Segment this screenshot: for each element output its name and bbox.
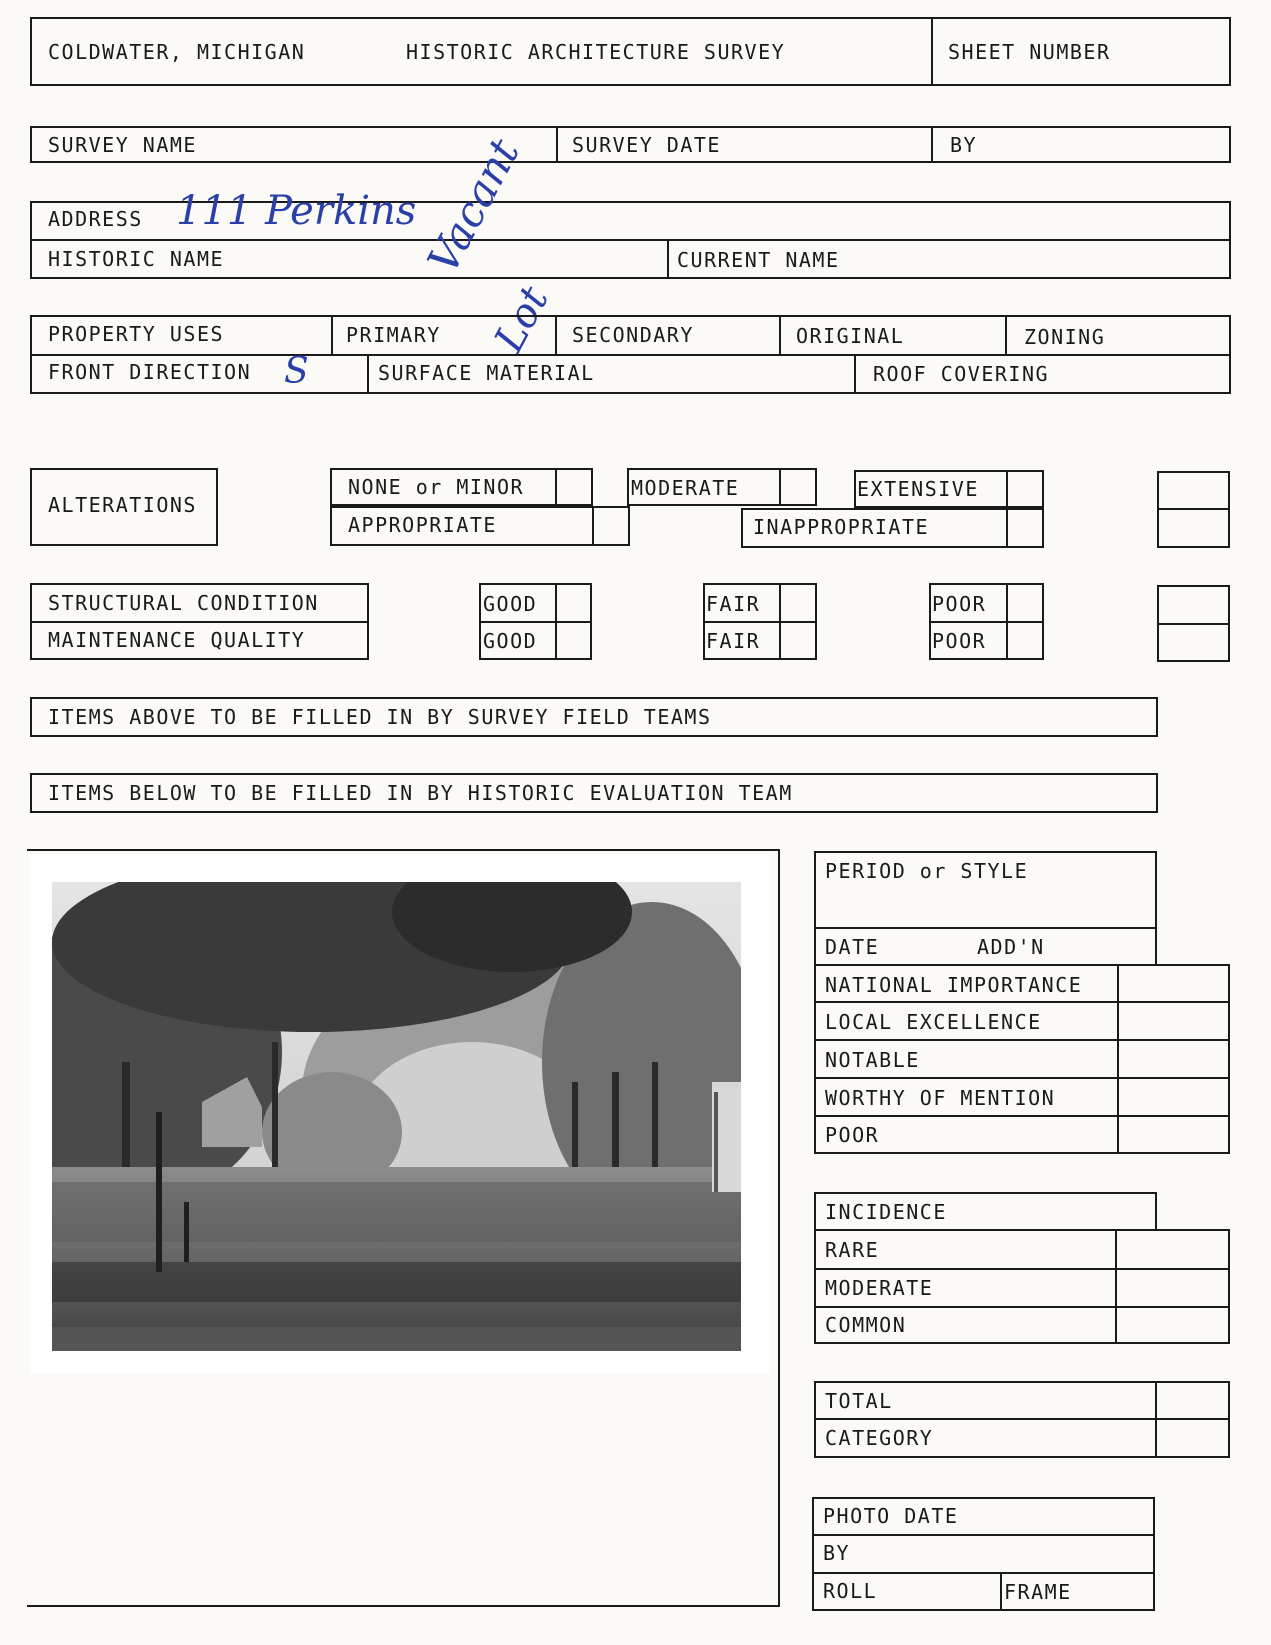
common-score[interactable] (1118, 1308, 1228, 1342)
rare-score[interactable] (1118, 1231, 1228, 1267)
original-divider (779, 315, 781, 354)
photo-area-top (27, 849, 780, 851)
photo-by-field[interactable]: BY (823, 1541, 851, 1565)
category-label: CATEGORY (825, 1426, 934, 1450)
photo-area-bottom (27, 1605, 780, 1607)
structural-good-checkbox[interactable] (557, 585, 591, 620)
condition-score-divider (1157, 623, 1230, 625)
frame-field[interactable]: FRAME (1004, 1580, 1072, 1604)
photo-area-right (778, 849, 780, 1607)
maintenance-quality-label: MAINTENANCE QUALITY (48, 628, 306, 652)
front-direction-field[interactable]: FRONT DIRECTION (48, 360, 252, 384)
maintenance-fair-checkbox[interactable] (781, 623, 815, 658)
maintenance-poor-label: POOR (932, 629, 987, 653)
current-name-field[interactable]: CURRENT NAME (677, 248, 840, 272)
worthy-of-mention-label: WORTHY OF MENTION (825, 1086, 1056, 1110)
moderate-alt-checkbox[interactable] (781, 470, 815, 504)
totals-score-divider (1155, 1381, 1157, 1458)
zoning-field[interactable]: ZONING (1024, 325, 1106, 349)
local-excellence-score[interactable] (1120, 1003, 1228, 1038)
importance-score-divider (1117, 964, 1119, 1154)
survey-by-field[interactable]: BY (950, 133, 978, 157)
structural-fair-checkbox[interactable] (781, 585, 815, 620)
poor-rating-label: POOR (825, 1123, 880, 1147)
primary-divider (331, 315, 333, 354)
address-divider (30, 239, 1231, 241)
maintenance-good-checkbox[interactable] (557, 623, 591, 658)
handwritten-note-lot: Lot (486, 279, 558, 360)
notable-label: NOTABLE (825, 1048, 920, 1072)
category-value[interactable] (1158, 1420, 1228, 1456)
secondary-field[interactable]: SECONDARY (572, 323, 694, 347)
original-field[interactable]: ORIGINAL (796, 324, 905, 348)
city-label: COLDWATER, MICHIGAN (48, 40, 306, 64)
moderate-incidence-score[interactable] (1118, 1270, 1228, 1305)
structural-condition-label: STRUCTURAL CONDITION (48, 591, 319, 615)
secondary-divider (555, 315, 557, 354)
structural-poor-label: POOR (932, 592, 987, 616)
evaluation-team-note: ITEMS BELOW TO BE FILLED IN BY HISTORIC EVALUATION TEAM (48, 781, 793, 805)
date-field[interactable]: DATE (825, 935, 880, 959)
none-minor-label: NONE or MINOR (348, 475, 525, 499)
property-divider (30, 354, 1231, 356)
survey-date-field[interactable]: SURVEY DATE (572, 133, 721, 157)
survey-divider-2 (931, 126, 933, 163)
photo-info-divider-2 (812, 1572, 1155, 1574)
handwritten-note-vacant: Vacant (418, 130, 529, 282)
alterations-score-divider (1157, 508, 1230, 510)
photo-info-divider-1 (812, 1534, 1155, 1536)
front-direction-value[interactable]: S (284, 351, 309, 392)
survey-divider-1 (556, 126, 558, 163)
address-value[interactable]: 111 Perkins (176, 188, 417, 234)
local-excellence-label: LOCAL EXCELLENCE (825, 1010, 1042, 1034)
worthy-of-mention-score[interactable] (1120, 1079, 1228, 1114)
historic-name-field[interactable]: HISTORIC NAME (48, 247, 225, 271)
moderate-alt-label: MODERATE (631, 476, 740, 500)
frame-divider (1000, 1572, 1002, 1611)
appropriate-checkbox[interactable] (594, 508, 628, 544)
period-style-field[interactable]: PERIOD or STYLE (825, 859, 1029, 883)
field-teams-note: ITEMS ABOVE TO BE FILLED IN BY SURVEY FIELD TEAMS (48, 705, 712, 729)
site-photo-image (52, 882, 741, 1351)
maintenance-good-label: GOOD (483, 629, 538, 653)
roof-covering-field[interactable]: ROOF COVERING (873, 362, 1050, 386)
total-label: TOTAL (825, 1389, 893, 1413)
extensive-checkbox[interactable] (1008, 472, 1042, 506)
surface-divider (367, 354, 369, 394)
condition-label-divider (30, 621, 369, 623)
maintenance-poor-checkbox[interactable] (1008, 623, 1042, 658)
maintenance-fair-label: FAIR (706, 629, 761, 653)
structural-good-label: GOOD (483, 592, 538, 616)
addn-field[interactable]: ADD'N (977, 935, 1045, 959)
property-uses-label: PROPERTY USES (48, 322, 225, 346)
extensive-label: EXTENSIVE (857, 477, 979, 501)
appropriate-label: APPROPRIATE (348, 513, 497, 537)
inappropriate-label: INAPPROPRIATE (753, 515, 930, 539)
photo-date-field[interactable]: PHOTO DATE (823, 1504, 959, 1528)
structural-fair-label: FAIR (706, 592, 761, 616)
roof-divider (854, 354, 856, 394)
site-photo (52, 882, 741, 1351)
moderate-incidence-label: MODERATE (825, 1276, 934, 1300)
common-label: COMMON (825, 1313, 907, 1337)
incidence-score-divider (1115, 1229, 1117, 1344)
surface-material-field[interactable]: SURFACE MATERIAL (378, 361, 595, 385)
inappropriate-checkbox[interactable] (1008, 510, 1042, 546)
roll-field[interactable]: ROLL (823, 1579, 878, 1603)
none-minor-checkbox[interactable] (557, 470, 591, 504)
primary-field[interactable]: PRIMARY (346, 323, 441, 347)
rare-label: RARE (825, 1238, 880, 1262)
zoning-divider (1005, 315, 1007, 354)
structural-poor-checkbox[interactable] (1008, 585, 1042, 620)
alterations-label: ALTERATIONS (48, 493, 197, 517)
national-importance-score[interactable] (1120, 966, 1228, 1000)
form-title: HISTORIC ARCHITECTURE SURVEY (406, 40, 786, 64)
incidence-label: INCIDENCE (825, 1200, 947, 1224)
notable-score[interactable] (1120, 1041, 1228, 1076)
poor-rating-score[interactable] (1120, 1117, 1228, 1152)
header-divider (931, 17, 933, 86)
national-importance-label: NATIONAL IMPORTANCE (825, 973, 1083, 997)
total-value[interactable] (1158, 1383, 1228, 1417)
survey-name-field[interactable]: SURVEY NAME (48, 133, 197, 157)
current-name-divider (667, 239, 669, 279)
address-label: ADDRESS (48, 207, 143, 231)
sheet-number-field[interactable]: SHEET NUMBER (948, 40, 1111, 64)
